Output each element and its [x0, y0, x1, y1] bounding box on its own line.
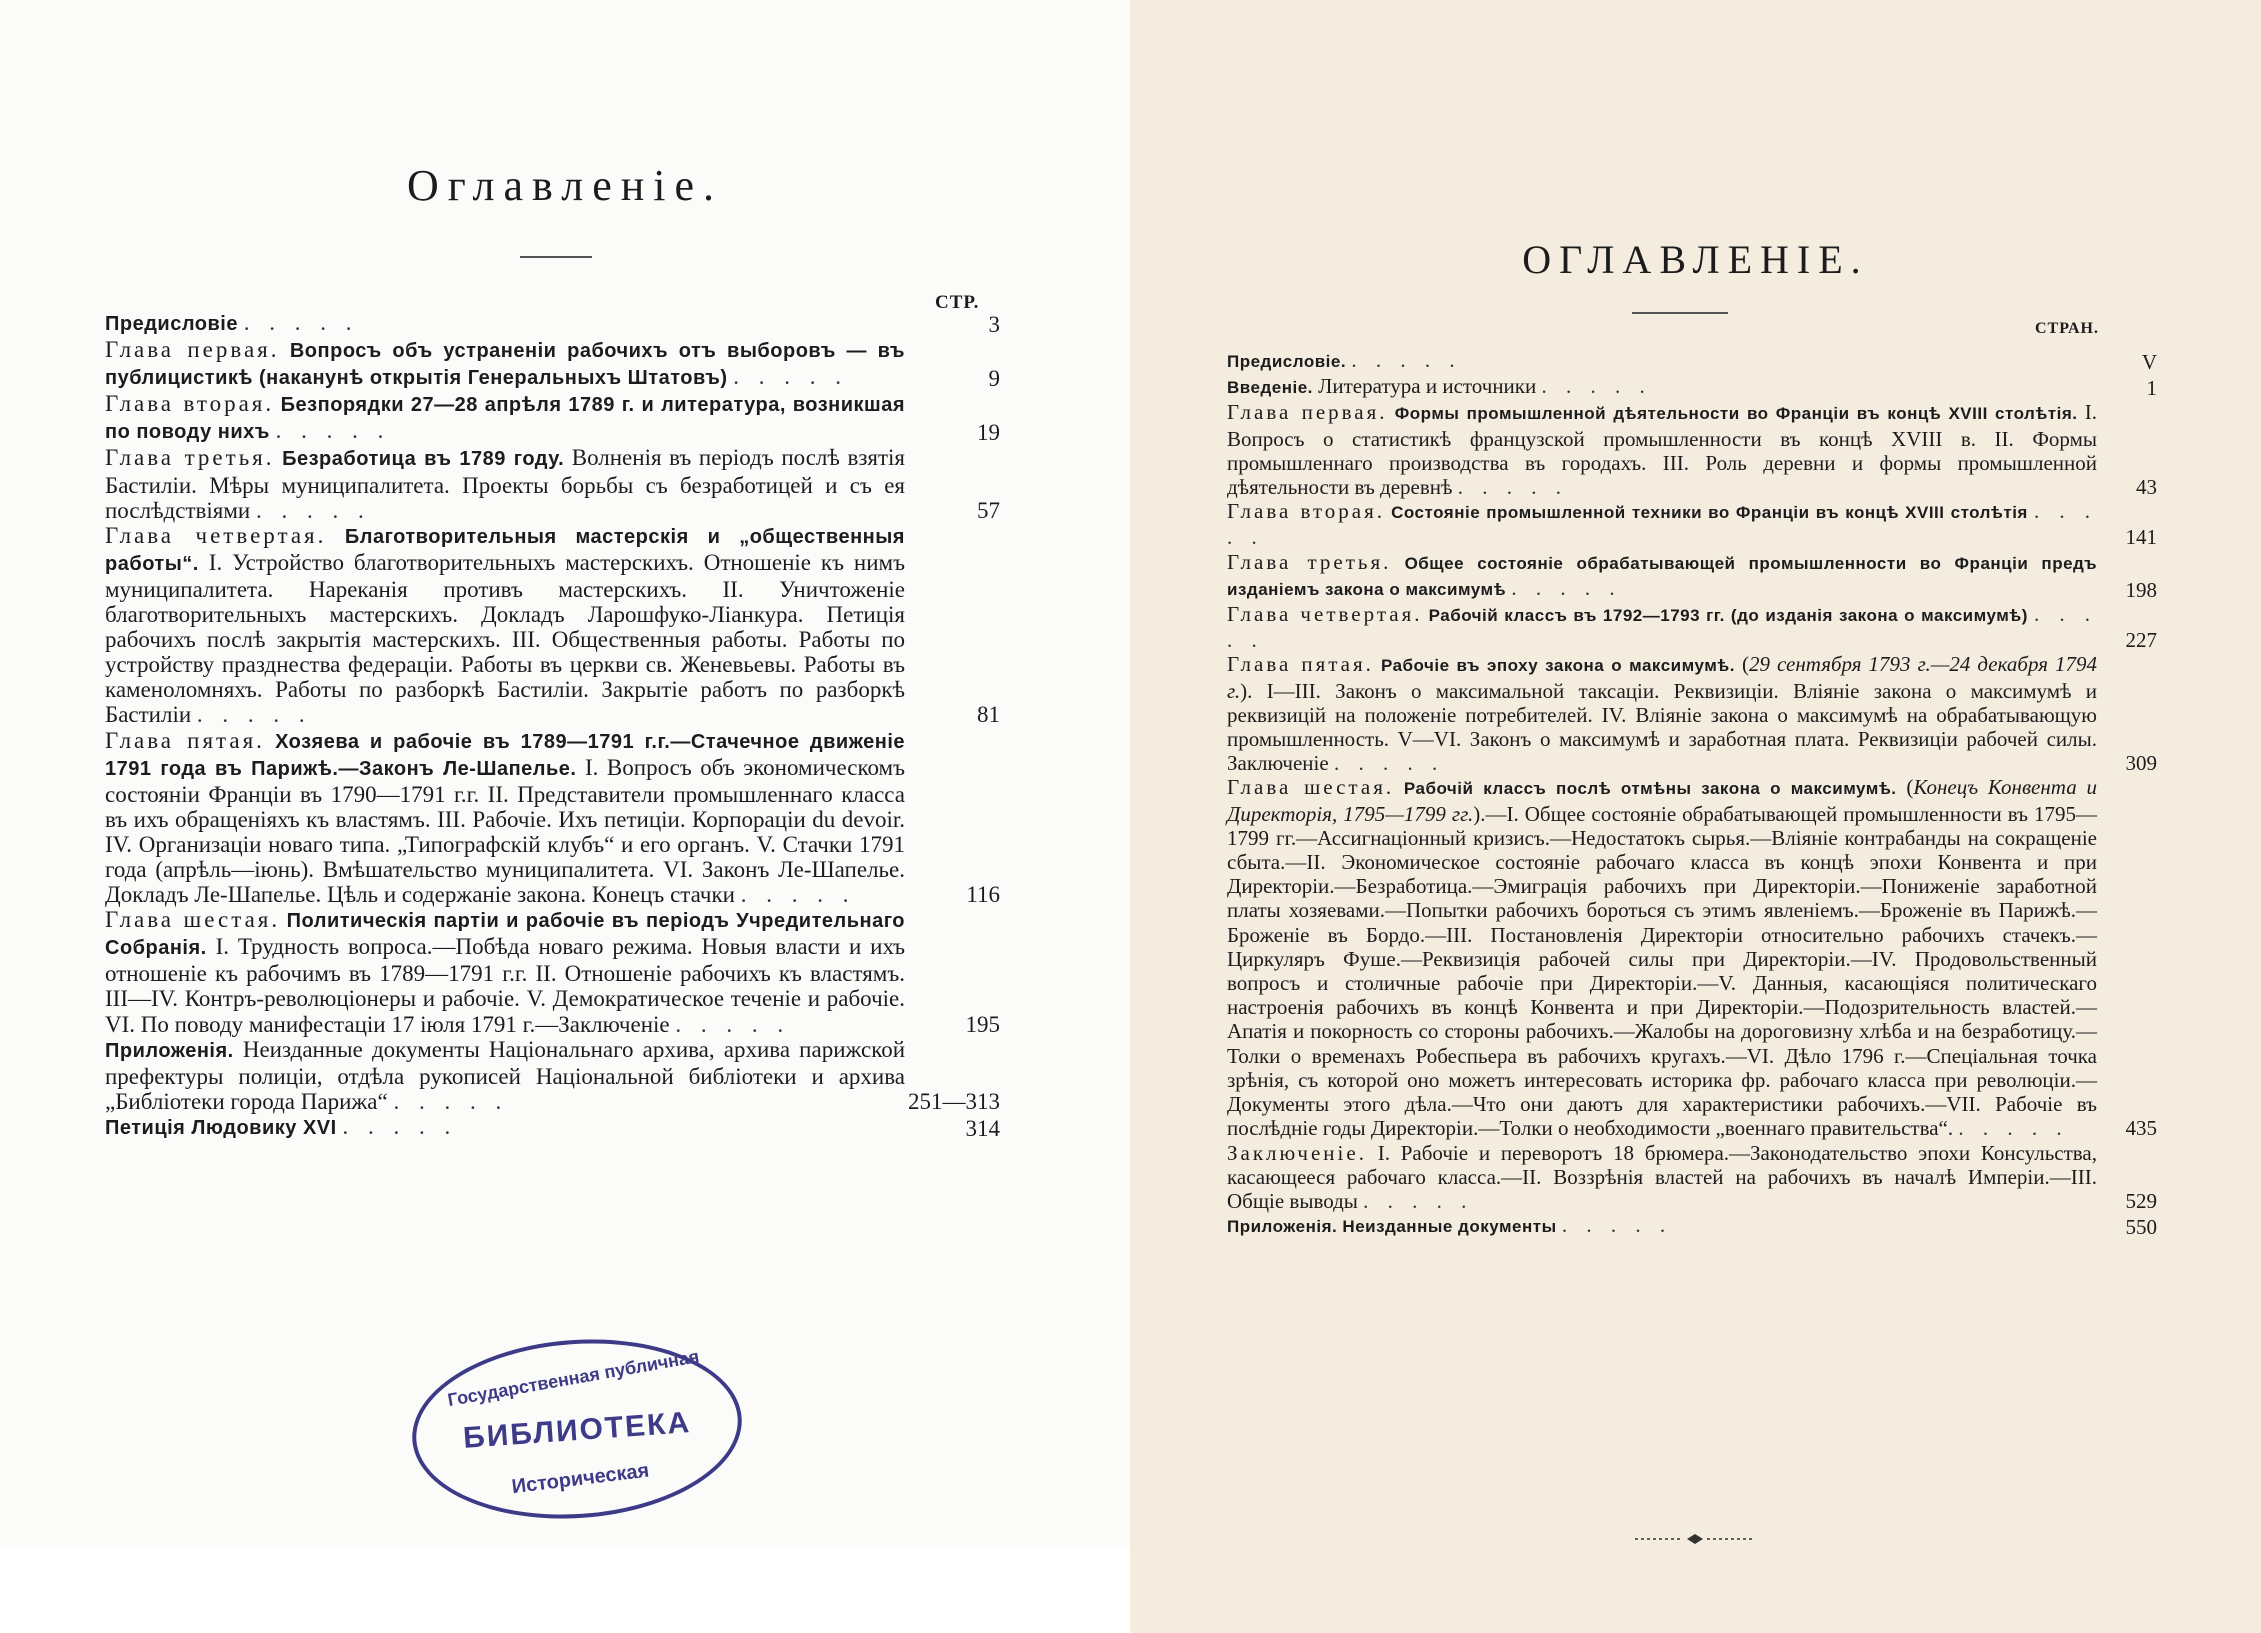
right-toc-entry [1227, 775, 2157, 1140]
left-toc-leader-dots: . . . . . [243, 310, 359, 335]
right-page-title: ОГЛАВЛЕНІЕ. [1522, 237, 1869, 282]
left-toc-leader-dots: . . . . . [196, 702, 312, 728]
right-toc-label: Глава четвертая. [1227, 602, 1423, 627]
right-toc-body: ( [1741, 652, 1749, 677]
right-toc-leader-dots: . . . . . [1227, 602, 2098, 653]
right-toc [1227, 348, 2157, 1239]
left-page-column-header: СТР. [935, 292, 980, 313]
right-toc-entry-text [1227, 348, 2097, 374]
right-toc-body: I. Рабочіе и переворотъ 18 брюмера.—Законодательство эпохи Консульства, касающееся рабочаго класса.—II. Воззрѣнія властей на рабочихъ въ началѣ Имперіи.—III. Общіе выводы [1227, 1140, 2097, 1213]
right-toc-heading: Введеніе. [1227, 378, 1313, 398]
left-title-rule [520, 256, 592, 258]
left-toc-entry-text [105, 337, 905, 391]
right-toc-body-rest: ). I—III. Законъ о максимальной таксаціи. Реквизиціи. Вліяніе закона о максимумѣ и реквизицій на положеніе потребителей. IV. Вліяніе закона о максимумѣ на обрабатывающую промышленность. V—VI. Законъ о максимумѣ и заработная плата. Реквизиціи рабочей силы. Заключеніе [1227, 678, 2097, 776]
right-toc-leader-dots: . . . . . [1958, 1116, 2069, 1141]
right-toc-entry-text [1227, 400, 2097, 499]
left-toc-heading: Предисловіе [105, 313, 238, 335]
right-toc-entry-text [1227, 652, 2097, 775]
left-toc-label: Глава пятая. [105, 727, 265, 753]
right-toc-leader-dots: . . . . . [1351, 348, 1462, 372]
left-toc-heading: Безпорядки 27—28 апрѣля 1789 г. и литература, возникшая по поводу нихъ [105, 394, 906, 444]
left-toc-entry [105, 445, 1000, 522]
right-toc-page-number: V [2141, 350, 2157, 374]
left-toc-page-number: 195 [965, 1011, 1000, 1037]
right-toc-heading: Состояніе промышленной техники во Франціи въ концѣ XVIII столѣтія [1391, 503, 2028, 523]
left-toc-page-number: 3 [988, 312, 1000, 337]
right-toc-leader-dots: . . . . . [1333, 751, 1445, 776]
right-toc-body: Литература и источники [1318, 374, 1537, 399]
right-toc-page-number: 227 [2125, 628, 2157, 653]
right-page-column-header: СТРАН. [2035, 320, 2099, 337]
right-page [1130, 0, 2261, 1633]
right-toc-entry-text [1227, 550, 2097, 602]
left-toc-heading: Хозяева и рабочіе въ 1789—1791 г.г.—Стачечное движеніе 1791 года въ Парижѣ.—Законъ Ле-Шапелье. [105, 730, 905, 780]
left-toc-leader-dots: . . . . . [275, 418, 391, 444]
right-toc-leader-dots: . . . . . [1541, 374, 1652, 399]
left-toc-entry [105, 337, 1000, 391]
left-toc-heading: Петиція Людовику XVI [105, 1116, 337, 1139]
left-toc-label: Глава шестая. [105, 907, 281, 933]
left-toc-entry-text [105, 1114, 905, 1141]
right-toc-leader-dots: . . . . . [1511, 575, 1622, 600]
left-toc-entry [105, 1037, 1000, 1114]
right-toc-label: Заключеніе. [1227, 1140, 1367, 1165]
right-toc-entry-text [1227, 1141, 2097, 1214]
left-toc-heading: Приложенія. [105, 1039, 234, 1062]
right-toc-heading: Рабочій классъ послѣ отмѣны закона о максимумѣ. [1403, 779, 1897, 799]
left-toc-body: I. Трудность вопроса.—Побѣда новаго режима. Новыя власти и ихъ отношеніе къ рабочимъ въ 1789—1791 г.г. II. Отношеніе рабочихъ къ властямъ. III—IV. Контръ-революціонеры и рабочіе. V. Демократическое теченіе и рабочіе. VI. По поводу манифестаціи 17 іюля 1791 г.—Заключеніе [105, 934, 905, 1037]
left-toc-entry [105, 1114, 1000, 1141]
right-toc-heading: Предисловіе. [1227, 352, 1347, 371]
right-toc-entry-text [1227, 1213, 2097, 1239]
library-stamp [406, 1329, 748, 1530]
left-page [0, 0, 1130, 1545]
right-toc-page-number: 1 [2146, 376, 2157, 401]
left-page-title: Оглавленіе. [406, 161, 724, 210]
right-toc-page-number: 435 [2125, 1116, 2157, 1141]
left-toc-page-number: 314 [965, 1115, 1000, 1141]
left-toc-label: Глава третья. [105, 445, 275, 471]
left-toc-page-number: 81 [977, 702, 1000, 728]
left-toc-page-number: 57 [977, 497, 1000, 523]
right-toc-entry-text [1227, 602, 2097, 652]
left-toc-entry [105, 391, 1000, 445]
right-toc-label: Глава шестая. [1227, 775, 1395, 800]
left-toc-body: Волненія въ періодъ послѣ взятія Бастиліи. Мѣры муниципалитета. Проекты борьбы съ безработицей и съ ея послѣдствіями [105, 445, 906, 523]
left-toc-page-number: 116 [966, 882, 1000, 908]
right-toc-entry [1227, 550, 2157, 602]
right-toc-entry-text [1227, 775, 2097, 1140]
left-toc-heading: Вопросъ объ устраненіи рабочихъ отъ выборовъ — въ публицистикѣ (наканунѣ открытія Генеральныхъ Штатовъ) [105, 340, 905, 390]
right-toc-entry-text [1227, 499, 2097, 549]
left-toc-entry-text [105, 310, 905, 337]
right-toc-leader-dots: . . . . . [1227, 499, 2098, 550]
left-toc-entry-text [105, 1037, 905, 1114]
right-toc-heading: Общее состояніе обрабатывающей промышленности во Франціи предъ изданіемъ закона о максимумѣ [1227, 553, 2097, 599]
stamp-bottom-text: Историческая [510, 1459, 651, 1499]
right-toc-body-italic: Конецъ Конвента и Директорія, 1795—1799 гг. [1227, 775, 2097, 826]
right-toc-body: I. Вопросъ о статистикѣ французской промышленности въ концѣ XVIII в. II. Формы промышленнаго производства въ городахъ. III. Роль деревни и формы промышленной дѣятельности въ деревнѣ [1227, 400, 2098, 500]
left-toc-entry-text [105, 728, 905, 908]
right-toc-label: Глава пятая. [1227, 652, 1374, 677]
right-toc-entry-text [1227, 374, 2097, 400]
right-toc-body-rest: ).—I. Общее состояніе обрабатывающей промышленности въ 1795—1799 гг.—Ассигнаціонный кризисъ.—Недостатокъ сырья.—Вліяніе контрабанды на сокращеніе сбыта.—II. Экономическое состояніе рабочаго класса въ концѣ эпохи Конвента и при Директоріи.—Безработица.—Эмиграція рабочихъ при Директоріи.—Пониженіе заработной платы хозяевами.—Попытки рабочихъ бороться съ этимъ явленіемъ.—Броженіе въ Парижѣ.—Броженіе въ Бордо.—III. Постановленія Директоріи относительно рабочихъ стачекъ.—Циркуляръ Фуше.—Реквизиція рабочей силы при Директоріи.—IV. Продовольственный вопросъ и столичные рабочіе при Директоріи.—V. Данныя, касающіяся политическаго настроенія рабочихъ въ концѣ Конвента и при Директоріи.—Подозрительность властей.—Апатія и покорность со стороны рабочихъ.—Жалобы на дороговизну хлѣба и на безработицу.—Толки о временахъ Робеспьера въ рабочихъ кругахъ.—VI. Дѣло 1796 г.—Спеціальная точка зрѣнія, съ которой оно можетъ интересовать историка фр. рабочаго класса при революціи.—Документы этого дѣла.—Что они даютъ для характеристики рабочихъ.—VII. Рабочіе въ послѣдніе годы Директоріи.—Толки о необходимости „военнаго правительства“. [1227, 801, 2097, 1141]
left-toc-page-number: 9 [988, 366, 1000, 392]
right-toc-leader-dots: . . . . . [1561, 1213, 1673, 1238]
right-toc-heading: Формы промышленной дѣятельности во Франціи въ концѣ XVIII столѣтія. [1394, 404, 2078, 424]
left-toc-leader-dots: . . . . . [733, 364, 848, 390]
right-toc-label: Глава вторая. [1227, 499, 1385, 524]
stamp-top-text: Государственная публичная [446, 1346, 701, 1411]
left-toc-body: I. Вопросъ объ экономическомъ состояніи Франціи въ 1790—1791 г.г. II. Представители промышленнаго класса въ ихъ обращеніяхъ къ властямъ. III. Рабочіе. Ихъ петиціи. Корпораціи du devoir. IV. Организаціи новаго типа. „Типографскій клубъ“ и его органъ. V. Стачки 1791 года (апрѣль—іюнь). Вмѣшательство муниципалитета. VI. Законъ Ле-Шапелье. Докладъ Ле-Шапелье. Цѣль и содержаніе закона. Конецъ стачки [105, 754, 905, 908]
left-toc-leader-dots: . . . . . [740, 882, 856, 908]
right-toc-page-number: 198 [2125, 577, 2157, 602]
left-toc-entry-text [105, 523, 905, 728]
left-toc-entry [105, 310, 1000, 337]
right-toc-entry [1227, 348, 2157, 374]
left-toc-label: Глава четвертая. [105, 522, 327, 548]
left-toc-page-number: 19 [977, 420, 1000, 446]
left-toc-leader-dots: . . . . . [255, 497, 371, 523]
right-toc-entry [1227, 499, 2157, 549]
left-toc-heading: Безработица въ 1789 году. [282, 448, 565, 471]
stamp-middle-text: БИБЛИОТЕКА [462, 1406, 693, 1455]
right-toc-entry [1227, 1213, 2157, 1239]
right-toc-page-number: 141 [2125, 525, 2157, 550]
right-toc-label: Глава первая. [1227, 400, 1388, 425]
right-toc-leader-dots: . . . . . [1363, 1188, 1474, 1213]
right-toc-heading: Рабочій классъ въ 1792—1793 гг. (до изданія закона о максимумѣ) [1428, 606, 2028, 626]
left-toc-entry [105, 523, 1000, 728]
left-toc-entry-text [105, 391, 905, 445]
right-toc-body: ( [1906, 775, 1914, 800]
right-toc-page-number: 529 [2125, 1188, 2157, 1213]
left-toc-entry [105, 907, 1000, 1036]
left-toc-leader-dots: . . . . . [342, 1113, 458, 1139]
right-toc-heading: Рабочіе въ эпоху закона о максимумѣ. [1380, 656, 1735, 676]
right-toc-page-number: 43 [2136, 475, 2157, 500]
right-toc-entry [1227, 1141, 2157, 1214]
right-toc-page-number: 550 [2125, 1215, 2157, 1240]
left-toc-entry-text [105, 445, 905, 522]
right-toc-heading: Приложенія. Неизданные документы [1227, 1217, 1557, 1237]
ornament-divider [1635, 1532, 1755, 1546]
right-toc-body-italic: 29 сентября 1793 г.—24 декабря 1794 г. [1227, 652, 2098, 703]
left-toc-heading: Благотворительныя мастерскія и „общественныя работы“. [105, 525, 905, 575]
right-toc-entry [1227, 400, 2157, 499]
right-toc-entry [1227, 602, 2157, 652]
left-toc-entry-text [105, 907, 905, 1036]
right-toc-entry [1227, 374, 2157, 400]
left-toc-label: Глава первая. [105, 337, 280, 363]
right-toc-page-number: 309 [2125, 751, 2157, 776]
left-toc-heading: Политическія партіи и рабочіе въ періодъ Учредительнаго Собранія. [105, 910, 906, 960]
left-toc-label: Глава вторая. [105, 391, 275, 417]
right-title-rule [1632, 312, 1728, 314]
left-toc-body: I. Устройство благотворительныхъ мастерскихъ. Отношеніе къ нимъ муниципалитета. Нареканія противъ мастерскихъ. II. Уничтоженіе благотворительныхъ мастерскихъ. Докладъ Ларошфуко-Ліанкура. Петиція рабочихъ послѣ закрытія мастерскихъ. III. Общественныя работы. Работы по устройству празднества федераціи. Работы въ церкви св. Женевьевы. Работы въ каменоломняхъ. Работы по разборкѣ Бастиліи. Закрытіе работъ по разборкѣ Бастиліи [105, 549, 905, 728]
left-toc [105, 310, 1000, 1141]
left-toc-leader-dots: . . . . . [675, 1011, 791, 1037]
left-toc-entry [105, 728, 1000, 908]
left-toc-body: Неизданные документы Національнаго архива, архива парижской префектуры полиціи, отдѣла рукописей Національной библіотеки и архива „Библіотеки города Парижа“ [105, 1036, 906, 1114]
left-toc-leader-dots: . . . . . [393, 1088, 509, 1114]
left-toc-page-number: 251—313 [908, 1088, 1000, 1114]
right-toc-entry [1227, 652, 2157, 775]
right-toc-label: Глава третья. [1227, 549, 1392, 574]
right-toc-leader-dots: . . . . . [1457, 475, 1568, 500]
